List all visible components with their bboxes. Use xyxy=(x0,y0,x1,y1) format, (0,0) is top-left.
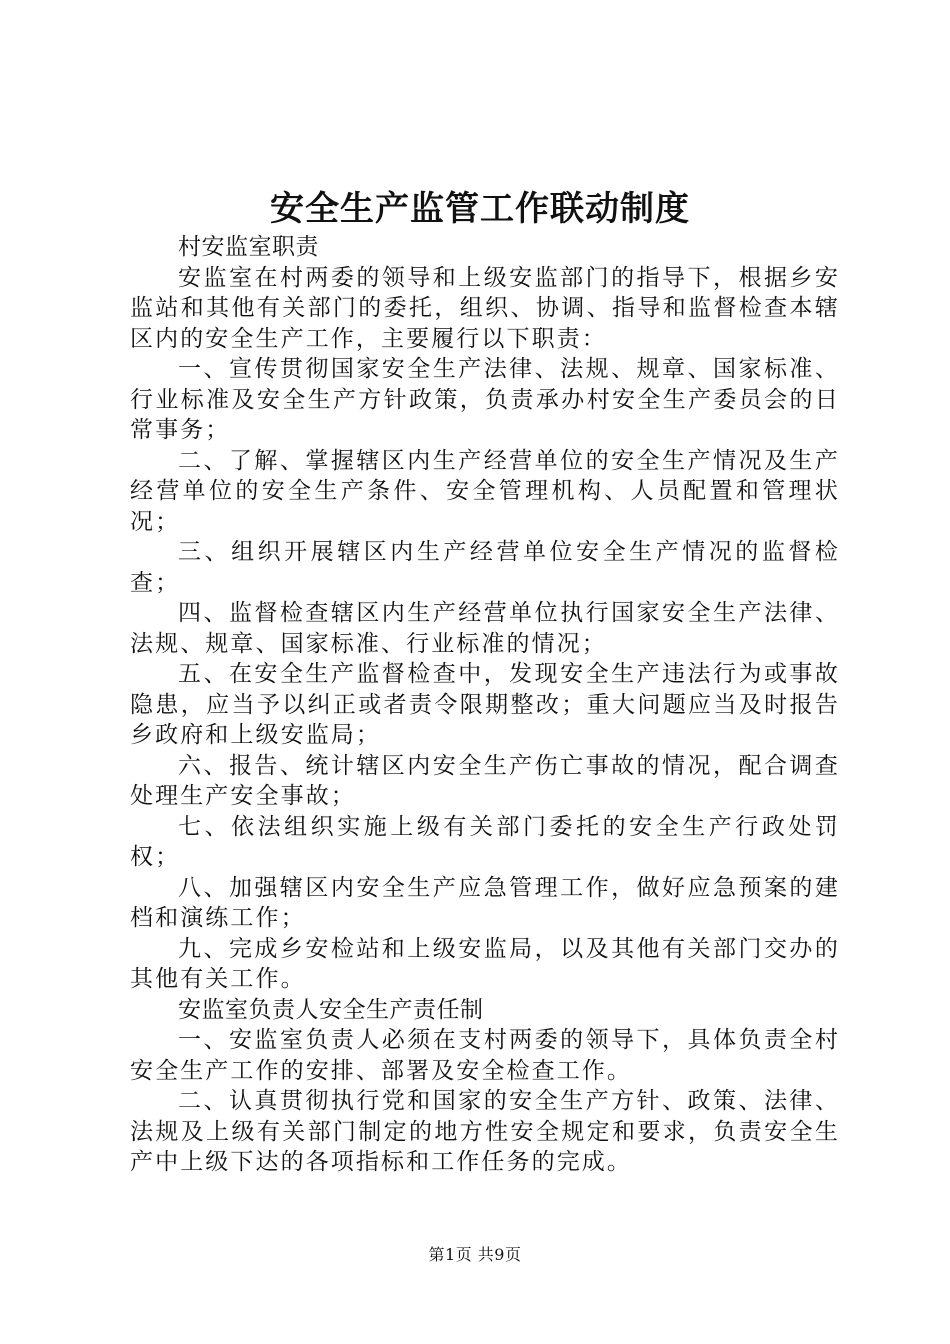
paragraph-responsibility-1: 一、安监室负责人必须在支村两委的领导下，具体负责全村安全生产工作的安排、部署及安全检查工作。 xyxy=(130,1027,840,1084)
paragraph-item-6: 六、报告、统计辖区内安全生产伤亡事故的情况，配合调查处理生产安全事故； xyxy=(130,752,840,809)
paragraph-intro: 安监室在村两委的领导和上级安监部门的指导下，根据乡安监站和其他有关部门的委托，组织、协调、指导和监督检查本辖区内的安全生产工作，主要履行以下职责： xyxy=(130,264,840,352)
section-heading-responsibility: 安监室负责人安全生产责任制 xyxy=(178,996,484,1023)
section-heading-duties: 村安监室职责 xyxy=(178,234,319,260)
paragraph-item-8: 八、加强辖区内安全生产应急管理工作，做好应急预案的建档和演练工作； xyxy=(130,874,840,931)
paragraph-item-2: 二、了解、掌握辖区内生产经营单位的安全生产情况及生产经营单位的安全生产条件、安全管理机构、人员配置和管理状况； xyxy=(130,447,840,535)
paragraph-item-3: 三、组织开展辖区内生产经营单位安全生产情况的监督检查； xyxy=(130,539,840,596)
document-body xyxy=(130,232,840,1178)
paragraph-item-7: 七、依法组织实施上级有关部门委托的安全生产行政处罚权； xyxy=(130,813,840,870)
paragraph-item-9: 九、完成乡安检站和上级安监局，以及其他有关部门交办的其他有关工作。 xyxy=(130,935,840,992)
paragraph-item-1: 一、宣传贯彻国家安全生产法律、法规、规章、国家标准、行业标准及安全生产方针政策，负责承办村安全生产委员会的日常事务； xyxy=(130,356,840,443)
paragraph-responsibility-2: 二、认真贯彻执行党和国家的安全生产方针、政策、法律、法规及上级有关部门制定的地方性安全规定和要求，负责安全生产中上级下达的各项指标和工作任务的完成。 xyxy=(130,1088,840,1175)
page-footer: 第1页 共9页 xyxy=(428,1245,522,1264)
paragraph-item-5: 五、在安全生产监督检查中，发现安全生产违法行为或事故隐患，应当予以纠正或者责令限期整改；重大问题应当及时报告乡政府和上级安监局； xyxy=(130,661,840,748)
paragraph-item-4: 四、监督检查辖区内生产经营单位执行国家安全生产法律、法规、规章、国家标准、行业标准的情况； xyxy=(130,600,840,657)
document-title: 安全生产监管工作联动制度 xyxy=(270,189,690,229)
